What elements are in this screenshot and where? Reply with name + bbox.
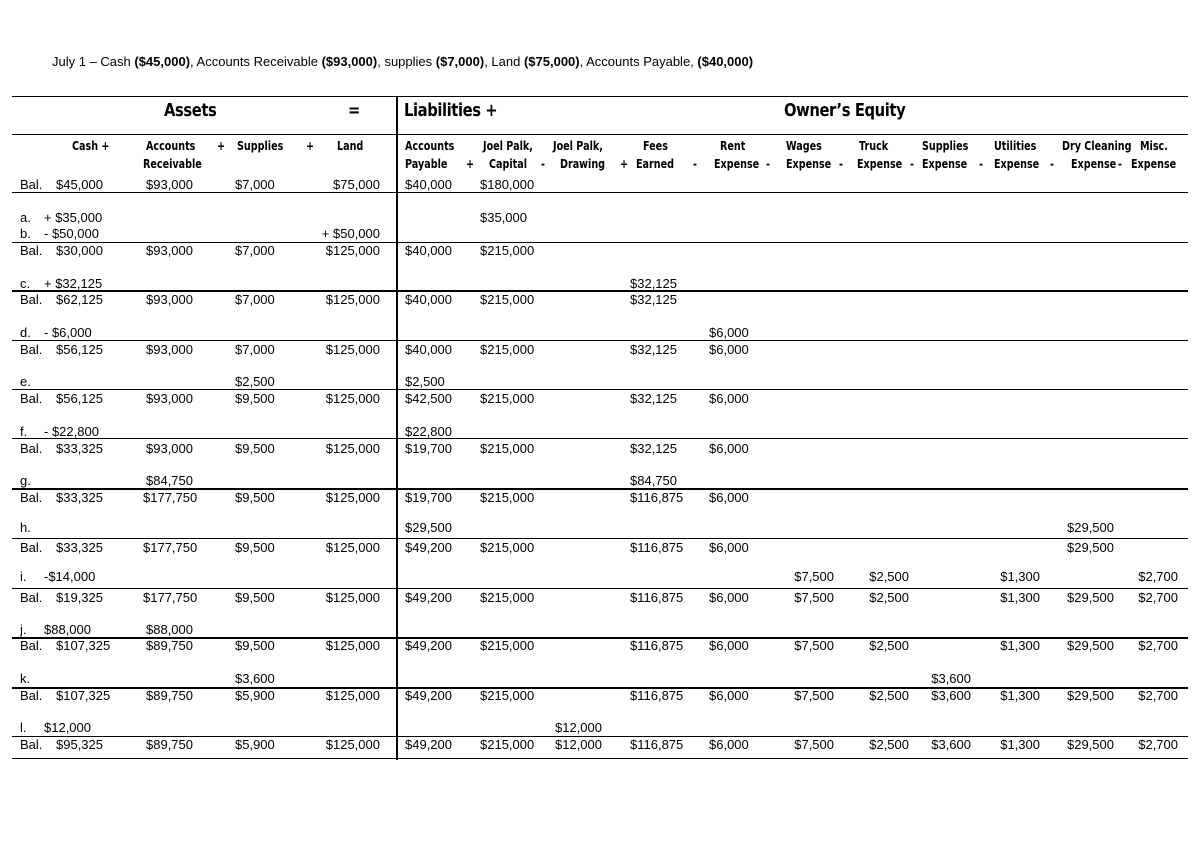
land-cell: $125,000 — [325, 540, 380, 555]
ar-cell: $177,750 — [143, 490, 198, 505]
hdr-minus-2: - — [693, 157, 697, 171]
land-cell: $125,000 — [325, 243, 380, 258]
hdr-minus-8: - — [1118, 157, 1122, 171]
supplies-cell: $7,000 — [235, 243, 275, 258]
wages-cell: $7,500 — [794, 737, 834, 752]
capital-cell: $215,000 — [480, 292, 535, 307]
ap-cell: $29,500 — [405, 520, 452, 535]
ap-cell: $2,500 — [405, 374, 445, 389]
dry-cell: $29,500 — [1067, 540, 1114, 555]
cash-cell: $56,125 — [56, 342, 103, 357]
rent-cell: $6,000 — [709, 490, 749, 505]
ap-cell: $40,000 — [405, 342, 452, 357]
cash-cell: $95,325 — [56, 737, 103, 752]
intro-sup: ($7,000) — [435, 54, 485, 69]
cash-cell: + $35,000 — [44, 210, 103, 225]
capital-cell: $215,000 — [480, 590, 535, 605]
wages-cell: $7,500 — [794, 638, 834, 653]
hdr-dry-line2: Expense — [1071, 157, 1117, 171]
row-rule — [12, 588, 1188, 589]
intro-cash: ($45,000) — [134, 54, 191, 69]
intro-ar: ($93,000) — [321, 54, 378, 69]
supexp-cell: $3,600 — [931, 688, 971, 703]
hdr-capital-line2: Capital — [489, 157, 528, 171]
row-rule — [12, 192, 1188, 193]
cash-cell: $33,325 — [56, 490, 103, 505]
dry-cell: $29,500 — [1067, 590, 1114, 605]
truck-cell: $2,500 — [869, 688, 909, 703]
fees-cell: $116,875 — [630, 540, 684, 555]
fees-cell: $116,875 — [630, 688, 684, 703]
hdr-plus-2: + — [306, 139, 315, 153]
ap-cell: $40,000 — [405, 177, 452, 192]
hdr-minus-5: - — [910, 157, 914, 171]
supplies-cell: $7,000 — [235, 292, 275, 307]
dry-cell: $29,500 — [1067, 638, 1114, 653]
hdr-fees-line2: Earned — [636, 157, 674, 171]
section-equals: = — [348, 100, 360, 121]
hdr-truck-line2: Expense — [857, 157, 903, 171]
cash-cell: $12,000 — [44, 720, 91, 735]
hdr-plus-1: + — [217, 139, 226, 153]
intro-ar-label: , Accounts Receivable — [190, 54, 322, 69]
rent-cell: $6,000 — [709, 342, 749, 357]
dry-cell: $29,500 — [1067, 520, 1114, 535]
cash-cell: $33,325 — [56, 540, 103, 555]
capital-cell: $215,000 — [480, 391, 535, 406]
land-cell: + $50,000 — [321, 226, 380, 241]
supplies-cell: $9,500 — [235, 540, 275, 555]
cash-cell: $45,000 — [56, 177, 103, 192]
ap-cell: $42,500 — [405, 391, 452, 406]
row-rule — [12, 340, 1188, 341]
ar-cell: $89,750 — [146, 638, 193, 653]
ap-cell: $49,200 — [405, 540, 452, 555]
capital-cell: $215,000 — [480, 737, 535, 752]
capital-cell: $215,000 — [480, 540, 535, 555]
hdr-capital-line1: Joel Palk, — [483, 139, 533, 153]
fees-cell: $116,875 — [630, 638, 684, 653]
ap-cell: $49,200 — [405, 737, 452, 752]
hdr-minus-1: - — [541, 157, 545, 171]
hdr-rent-line2: Expense — [714, 157, 760, 171]
drawing-cell: $12,000 — [555, 720, 602, 735]
row-label: Bal. — [20, 490, 43, 505]
misc-cell: $2,700 — [1138, 688, 1178, 703]
capital-cell: $180,000 — [480, 177, 535, 192]
capital-cell: $215,000 — [480, 342, 535, 357]
hdr-util-line1: Utilities — [994, 139, 1037, 153]
hdr-rent-line1: Rent — [720, 139, 746, 153]
wages-cell: $7,500 — [794, 569, 834, 584]
dry-cell: $29,500 — [1067, 737, 1114, 752]
hdr-plus-4: + — [620, 157, 629, 171]
capital-cell: $35,000 — [480, 210, 527, 225]
hdr-misc-line1: Misc. — [1140, 139, 1168, 153]
wages-cell: $7,500 — [794, 688, 834, 703]
row-label: Bal. — [20, 540, 43, 555]
capital-cell: $215,000 — [480, 490, 535, 505]
row-label: Bal. — [20, 391, 43, 406]
ap-cell: $19,700 — [405, 490, 452, 505]
capital-cell: $215,000 — [480, 441, 535, 456]
intro-sup-label: , supplies — [377, 54, 436, 69]
row-label: Bal. — [20, 638, 43, 653]
intro-land: ($75,000) — [523, 54, 580, 69]
row-label: Bal. — [20, 590, 43, 605]
land-cell: $125,000 — [325, 342, 380, 357]
ar-cell: $93,000 — [146, 292, 193, 307]
misc-cell: $2,700 — [1138, 569, 1178, 584]
row-label: f. — [20, 424, 28, 439]
ap-cell: $40,000 — [405, 243, 452, 258]
cash-cell: $33,325 — [56, 441, 103, 456]
supplies-cell: $2,500 — [235, 374, 275, 389]
row-label: Bal. — [20, 292, 43, 307]
fees-cell: $116,875 — [630, 737, 684, 752]
ar-cell: $93,000 — [146, 441, 193, 456]
row-label: k. — [20, 671, 31, 686]
row-rule — [12, 389, 1188, 390]
row-label: Bal. — [20, 737, 43, 752]
supexp-cell: $3,600 — [931, 737, 971, 752]
fees-cell: $32,125 — [630, 292, 677, 307]
supplies-cell: $9,500 — [235, 490, 275, 505]
ap-cell: $22,800 — [405, 424, 452, 439]
rent-cell: $6,000 — [709, 638, 749, 653]
drawing-cell: $12,000 — [555, 737, 602, 752]
hdr-ar-line1: Accounts — [146, 139, 196, 153]
hdr-minus-6: - — [979, 157, 983, 171]
ar-cell: $93,000 — [146, 391, 193, 406]
hdr-minus-4: - — [839, 157, 843, 171]
misc-cell: $2,700 — [1138, 638, 1178, 653]
row-rule — [12, 758, 1188, 759]
util-cell: $1,300 — [1000, 688, 1040, 703]
rent-cell: $6,000 — [709, 688, 749, 703]
util-cell: $1,300 — [1000, 737, 1040, 752]
equals-divider — [396, 96, 398, 760]
ar-cell: $93,000 — [146, 243, 193, 258]
row-label: d. — [20, 325, 31, 340]
land-cell: $125,000 — [325, 590, 380, 605]
misc-cell: $2,700 — [1138, 737, 1178, 752]
supplies-cell: $9,500 — [235, 441, 275, 456]
row-label: Bal. — [20, 342, 43, 357]
misc-cell: $2,700 — [1138, 590, 1178, 605]
header-rule — [12, 134, 1188, 135]
supplies-cell: $5,900 — [235, 688, 275, 703]
hdr-cash: Cash + — [72, 139, 110, 153]
supplies-cell: $9,500 — [235, 391, 275, 406]
hdr-dry-line1: Dry Cleaning — [1062, 139, 1132, 153]
row-label: c. — [20, 276, 31, 291]
ap-cell: $49,200 — [405, 590, 452, 605]
cash-cell: $62,125 — [56, 292, 103, 307]
wages-cell: $7,500 — [794, 590, 834, 605]
rent-cell: $6,000 — [709, 540, 749, 555]
hdr-supexp-line1: Supplies — [922, 139, 969, 153]
hdr-fees-line1: Fees — [643, 139, 668, 153]
capital-cell: $215,000 — [480, 243, 535, 258]
fees-cell: $116,875 — [630, 490, 684, 505]
row-rule — [12, 438, 1188, 439]
ar-cell: $88,000 — [146, 622, 193, 637]
hdr-land: Land — [337, 139, 364, 153]
truck-cell: $2,500 — [869, 638, 909, 653]
section-owners-equity: Owner’s Equity — [784, 100, 906, 121]
capital-cell: $215,000 — [480, 638, 535, 653]
land-cell: $125,000 — [325, 638, 380, 653]
row-label: h. — [20, 520, 31, 535]
hdr-truck-line1: Truck — [859, 139, 889, 153]
supplies-cell: $9,500 — [235, 638, 275, 653]
truck-cell: $2,500 — [869, 737, 909, 752]
row-label: Bal. — [20, 243, 43, 258]
hdr-minus-7: - — [1050, 157, 1054, 171]
hdr-supexp-line2: Expense — [922, 157, 968, 171]
row-label: i. — [20, 569, 27, 584]
cash-cell: $107,325 — [56, 638, 111, 653]
util-cell: $1,300 — [1000, 638, 1040, 653]
land-cell: $75,000 — [333, 177, 380, 192]
cash-cell: - $50,000 — [44, 226, 99, 241]
cash-cell: - $22,800 — [44, 424, 99, 439]
hdr-minus-3: - — [766, 157, 770, 171]
hdr-wages-line1: Wages — [786, 139, 822, 153]
rent-cell: $6,000 — [709, 391, 749, 406]
fees-cell: $32,125 — [630, 441, 677, 456]
intro-ap: ($40,000) — [697, 54, 754, 69]
land-cell: $125,000 — [325, 391, 380, 406]
rent-cell: $6,000 — [709, 325, 749, 340]
ap-cell: $19,700 — [405, 441, 452, 456]
land-cell: $125,000 — [325, 490, 380, 505]
supplies-cell: $5,900 — [235, 737, 275, 752]
land-cell: $125,000 — [325, 441, 380, 456]
cash-cell: $107,325 — [56, 688, 111, 703]
hdr-util-line2: Expense — [994, 157, 1040, 171]
hdr-misc-line2: Expense — [1131, 157, 1177, 171]
util-cell: $1,300 — [1000, 590, 1040, 605]
hdr-ar-line2: Receivable — [143, 157, 202, 171]
ar-cell: $93,000 — [146, 342, 193, 357]
fees-cell: $32,125 — [630, 391, 677, 406]
row-label: Bal. — [20, 177, 43, 192]
fees-cell: $116,875 — [630, 590, 684, 605]
fees-cell: $32,125 — [630, 342, 677, 357]
rent-cell: $6,000 — [709, 590, 749, 605]
fees-cell: $84,750 — [630, 473, 677, 488]
supexp-cell: $3,600 — [931, 671, 971, 686]
row-label: e. — [20, 374, 31, 389]
hdr-wages-line2: Expense — [786, 157, 832, 171]
hdr-ap-line1: Accounts — [405, 139, 455, 153]
hdr-plus-3: + — [466, 157, 475, 171]
row-label: g. — [20, 473, 31, 488]
cash-cell: + $32,125 — [44, 276, 103, 291]
rent-cell: $6,000 — [709, 441, 749, 456]
ar-cell: $89,750 — [146, 737, 193, 752]
row-rule — [12, 538, 1188, 539]
ar-cell: $93,000 — [146, 177, 193, 192]
hdr-ap-line2: Payable — [405, 157, 448, 171]
cash-cell: - $6,000 — [44, 325, 92, 340]
row-label: l. — [20, 720, 27, 735]
land-cell: $125,000 — [325, 688, 380, 703]
row-label: Bal. — [20, 688, 43, 703]
ar-cell: $177,750 — [143, 590, 198, 605]
intro-ap-label: , Accounts Payable, — [579, 54, 698, 69]
land-cell: $125,000 — [325, 737, 380, 752]
ap-cell: $40,000 — [405, 292, 452, 307]
supplies-cell: $7,000 — [235, 177, 275, 192]
truck-cell: $2,500 — [869, 569, 909, 584]
dry-cell: $29,500 — [1067, 688, 1114, 703]
ar-cell: $177,750 — [143, 540, 198, 555]
ap-cell: $49,200 — [405, 688, 452, 703]
row-label: b. — [20, 226, 31, 241]
cash-cell: $56,125 — [56, 391, 103, 406]
hdr-drawing-line1: Joel Palk, — [553, 139, 603, 153]
intro-prefix: July 1 – Cash — [52, 54, 135, 69]
supplies-cell: $9,500 — [235, 590, 275, 605]
ap-cell: $49,200 — [405, 638, 452, 653]
fees-cell: $32,125 — [630, 276, 677, 291]
row-label: a. — [20, 210, 31, 225]
supplies-cell: $3,600 — [235, 671, 275, 686]
land-cell: $125,000 — [325, 292, 380, 307]
table-top-rule — [12, 96, 1188, 97]
section-assets: Assets — [164, 100, 217, 121]
section-liabilities: Liabilities + — [404, 100, 498, 121]
ar-cell: $84,750 — [146, 473, 193, 488]
truck-cell: $2,500 — [869, 590, 909, 605]
cash-cell: $19,325 — [56, 590, 103, 605]
hdr-supplies: Supplies — [237, 139, 284, 153]
intro-land-label: , Land — [484, 54, 524, 69]
cash-cell: $30,000 — [56, 243, 103, 258]
cash-cell: $88,000 — [44, 622, 91, 637]
row-label: Bal. — [20, 441, 43, 456]
supplies-cell: $7,000 — [235, 342, 275, 357]
row-label: j. — [20, 622, 27, 637]
rent-cell: $6,000 — [709, 737, 749, 752]
hdr-drawing-line2: Drawing — [560, 157, 606, 171]
util-cell: $1,300 — [1000, 569, 1040, 584]
cash-cell: -$14,000 — [44, 569, 96, 584]
capital-cell: $215,000 — [480, 688, 535, 703]
ar-cell: $89,750 — [146, 688, 193, 703]
